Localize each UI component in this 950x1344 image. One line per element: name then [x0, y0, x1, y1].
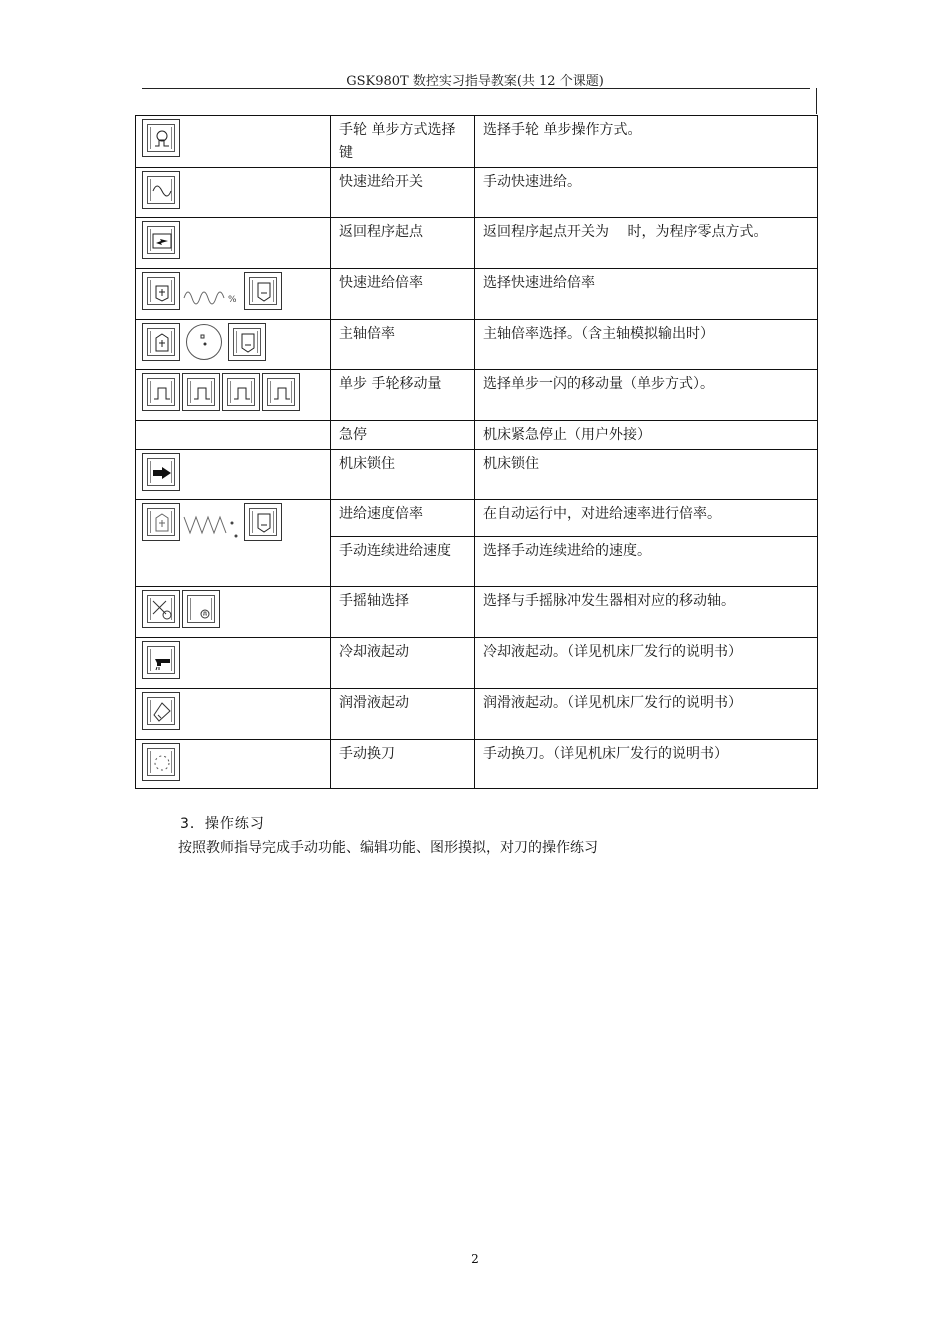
table-row	[136, 740, 818, 789]
icon-cell	[136, 421, 331, 450]
spindle-override-keys-icon	[142, 323, 326, 361]
icon-cell	[136, 168, 331, 218]
spindle-override-up-key-icon	[142, 323, 180, 361]
handwheel-axis-select-keys-icon	[142, 590, 326, 628]
section-body-text: 按照教师指导完成手动功能、编辑功能、图形摸拟，对刀的操作练习	[178, 840, 598, 856]
table-row	[136, 450, 818, 500]
table-row	[136, 370, 818, 421]
axis-z-select-key-icon	[182, 590, 220, 628]
feed-override-down-key-icon	[244, 503, 282, 541]
page-number: 2	[471, 1252, 479, 1266]
key-name: 手轮 单步方式选择键	[331, 116, 475, 168]
operation-keys-table	[135, 115, 818, 789]
rapid-override-up-key-icon	[142, 272, 180, 310]
key-name: 手动连续进给速度	[331, 537, 475, 587]
table-row	[136, 421, 818, 450]
rapid-traverse-key-icon	[142, 171, 180, 209]
key-description: 选择快速进给倍率	[475, 269, 818, 320]
icon-cell	[136, 587, 331, 638]
header-rule	[142, 88, 810, 89]
key-name: 进给速度倍率	[331, 500, 475, 537]
override-scale-icon	[182, 272, 242, 310]
tool-change-key-icon	[142, 743, 180, 781]
rapid-override-down-key-icon	[244, 272, 282, 310]
key-name: 润滑液起动	[331, 689, 475, 740]
table-row	[136, 116, 818, 168]
step-amount-key-4-icon	[262, 373, 300, 411]
key-description: 手动快速进给。	[475, 168, 818, 218]
svg-text:%: %	[228, 295, 237, 305]
key-name: 冷却液起动	[331, 638, 475, 689]
icon-cell	[136, 500, 331, 587]
key-name: 单步 手轮移动量	[331, 370, 475, 421]
table-row	[136, 269, 818, 320]
feed-override-scale-icon	[182, 503, 242, 541]
key-name: 急停	[331, 421, 475, 450]
key-description: 润滑液起动。（详见机床厂发行的说明书）	[475, 689, 818, 740]
key-description: 冷却液起动。（详见机床厂发行的说明书）	[475, 638, 818, 689]
spindle-override-down-key-icon	[228, 323, 266, 361]
key-name: 快速进给倍率	[331, 269, 475, 320]
table-row	[136, 638, 818, 689]
icon-cell	[136, 320, 331, 370]
spindle-dial-icon	[186, 324, 222, 360]
key-name: 手动换刀	[331, 740, 475, 789]
key-description: 在自动运行中，对进给速率进行倍率。	[475, 500, 818, 537]
icon-cell	[136, 689, 331, 740]
key-description: 返回程序起点开关为 时，为程序零点方式。	[475, 218, 818, 269]
key-description: 机床紧急停止（用户外接）	[475, 421, 818, 450]
feed-override-keys-icon	[142, 503, 326, 541]
rapid-override-keys-icon	[142, 272, 326, 310]
lubrication-key-icon	[142, 692, 180, 730]
key-name: 返回程序起点	[331, 218, 475, 269]
key-name: 快速进给开关	[331, 168, 475, 218]
icon-cell	[136, 740, 331, 789]
table-row	[136, 500, 818, 537]
key-name: 手摇轴选择	[331, 587, 475, 638]
key-description: 机床锁住	[475, 450, 818, 500]
key-description: 手动换刀。（详见机床厂发行的说明书）	[475, 740, 818, 789]
step-amount-key-2-icon	[182, 373, 220, 411]
icon-cell	[136, 116, 331, 168]
key-description: 主轴倍率选择。（含主轴模拟输出时）	[475, 320, 818, 370]
table-row	[136, 320, 818, 370]
icon-cell	[136, 638, 331, 689]
axis-x-select-key-icon	[142, 590, 180, 628]
machine-lock-key-icon	[142, 453, 180, 491]
icon-cell	[136, 218, 331, 269]
table-row	[136, 218, 818, 269]
step-amount-keys-icon	[142, 373, 326, 411]
page-header-title: GSK980T 数控实习指导教案(共 12 个课题)	[346, 74, 604, 89]
key-description: 选择单步一闪的移动量（单步方式）。	[475, 370, 818, 421]
section-heading: 3．操作练习	[180, 816, 265, 832]
step-amount-key-1-icon	[142, 373, 180, 411]
feed-override-up-key-icon	[142, 503, 180, 541]
key-name: 机床锁住	[331, 450, 475, 500]
key-description: 选择手动连续进给的速度。	[475, 537, 818, 587]
coolant-key-icon	[142, 641, 180, 679]
return-program-origin-key-icon	[142, 221, 180, 259]
step-amount-key-3-icon	[222, 373, 260, 411]
handwheel-step-mode-key-icon	[142, 119, 180, 157]
key-name: 主轴倍率	[331, 320, 475, 370]
icon-cell	[136, 269, 331, 320]
key-description: 选择手轮 单步操作方式。	[475, 116, 818, 168]
table-row	[136, 587, 818, 638]
icon-cell	[136, 450, 331, 500]
table-row	[136, 168, 818, 218]
table-row	[136, 689, 818, 740]
key-description: 选择与手摇脉冲发生器相对应的移动轴。	[475, 587, 818, 638]
icon-cell	[136, 370, 331, 421]
header-margin-tick	[816, 88, 817, 114]
